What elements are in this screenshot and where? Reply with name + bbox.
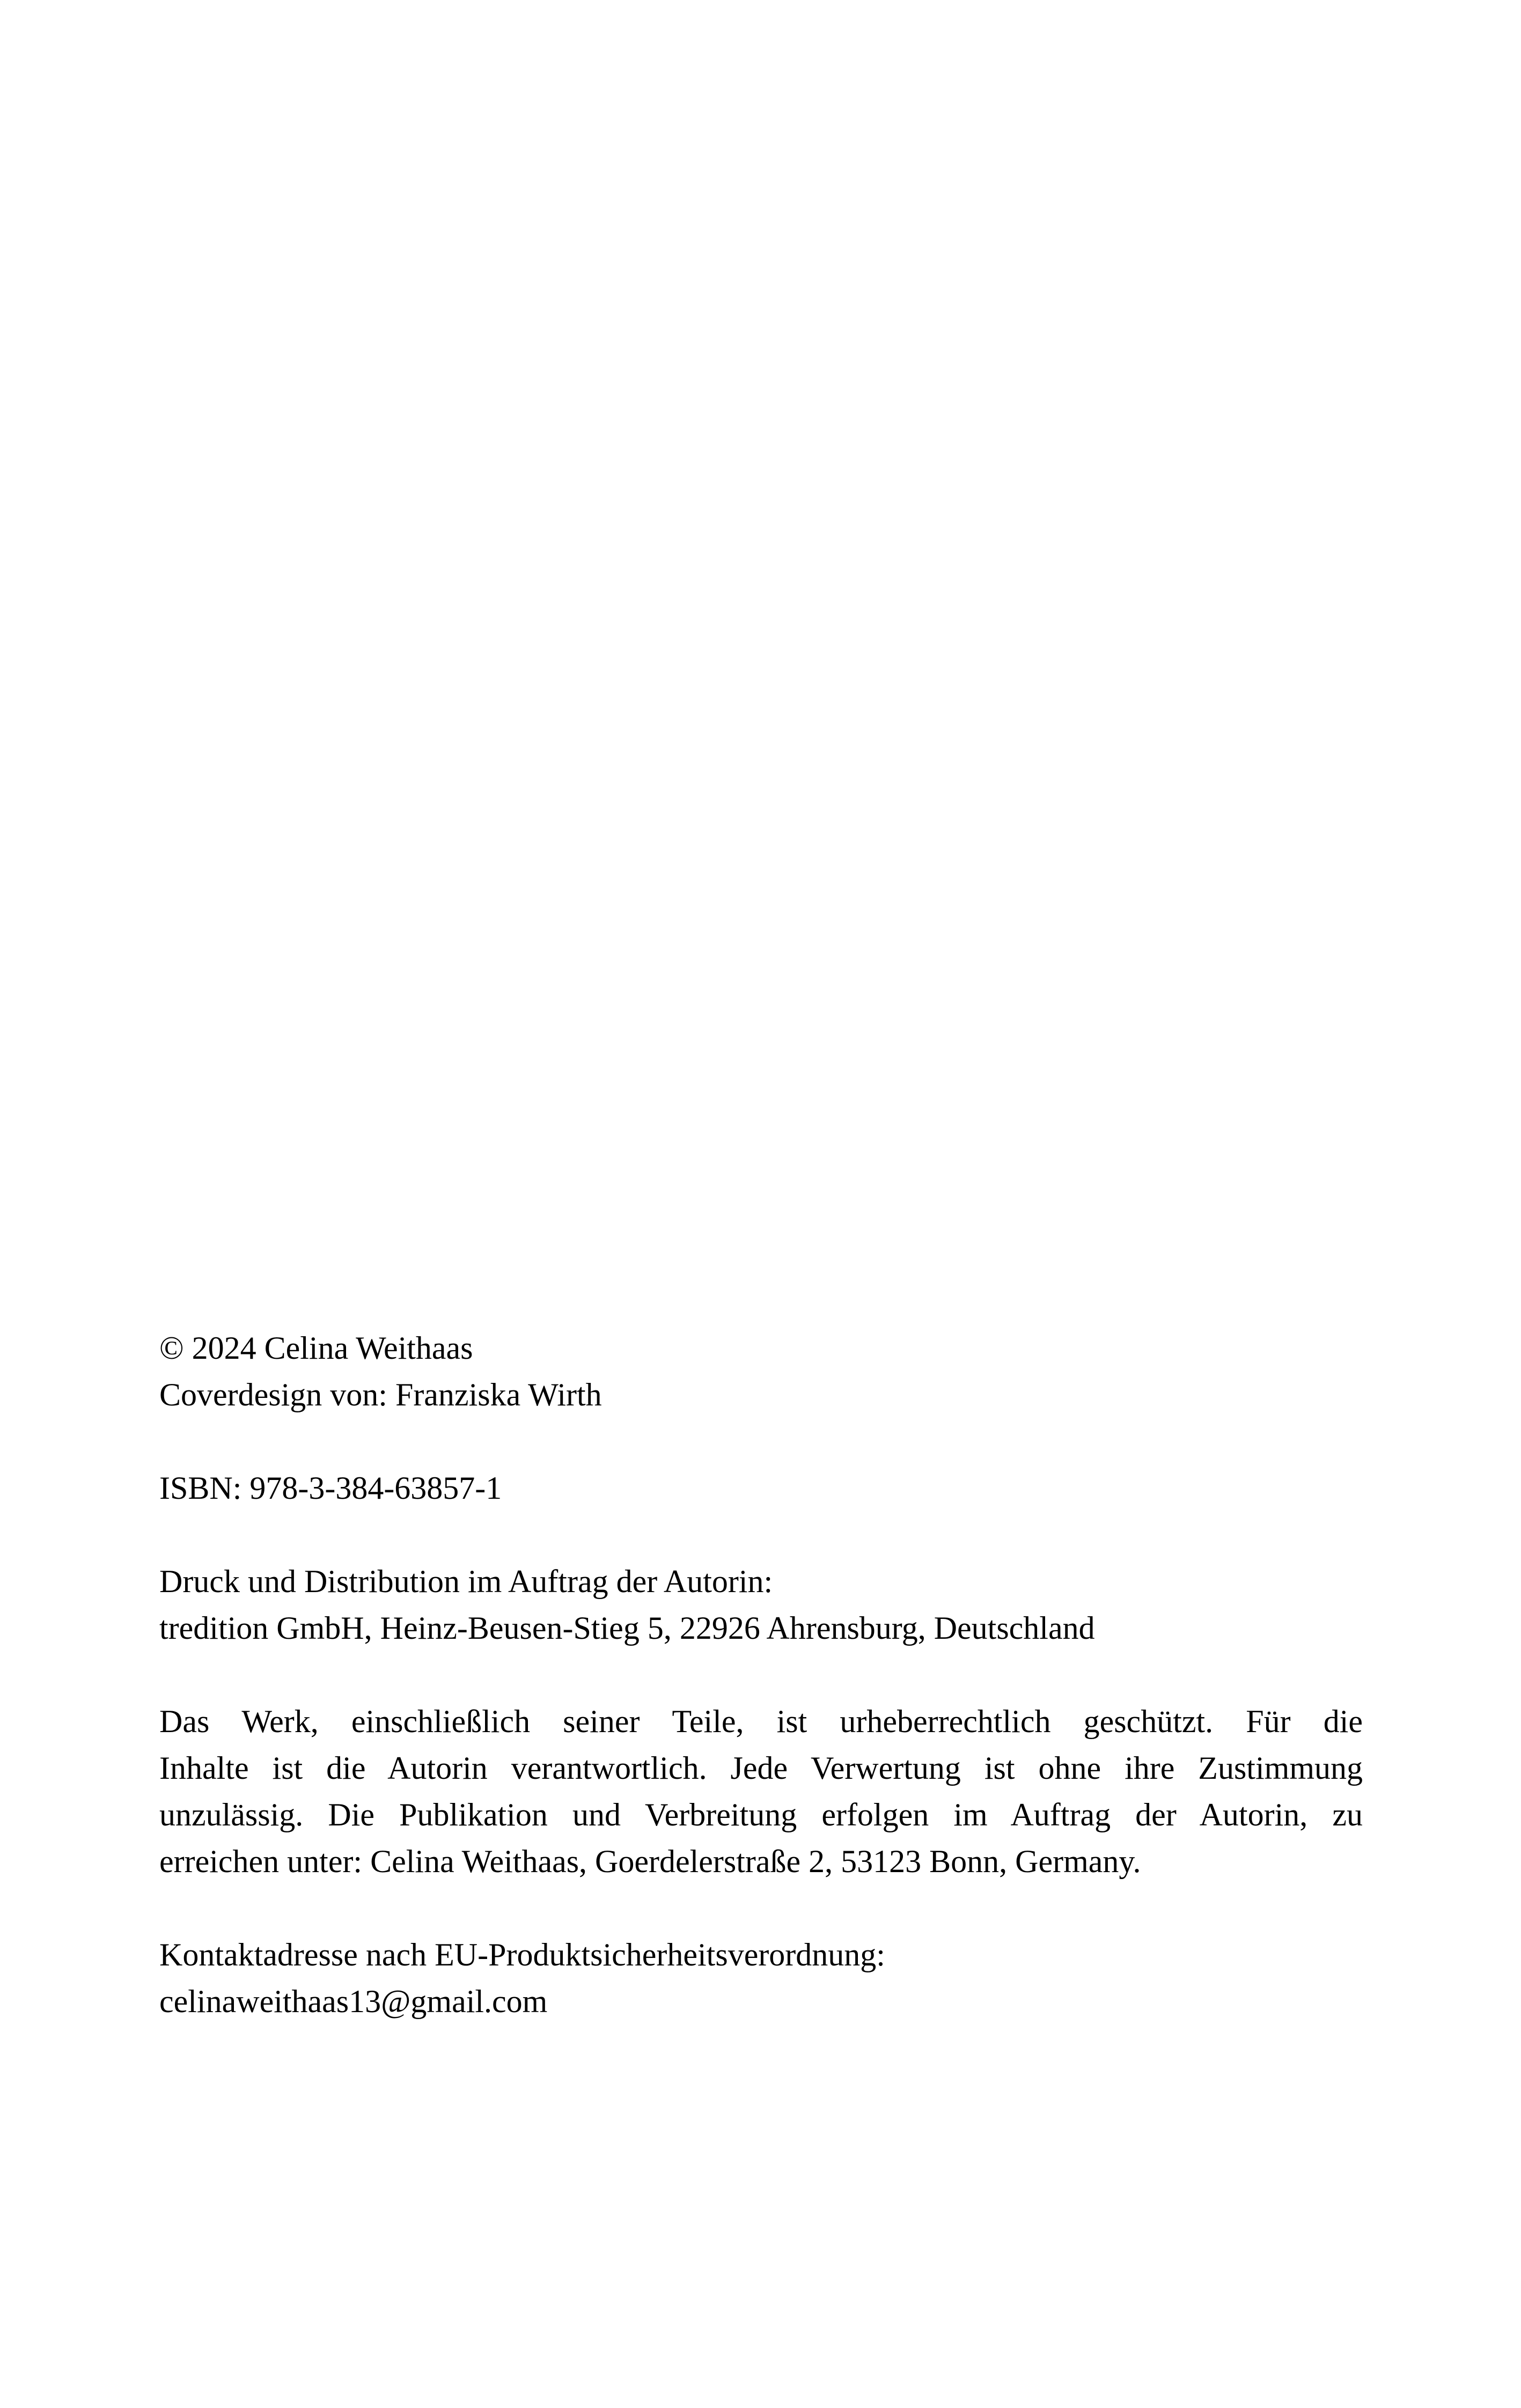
legal-notice bbox=[159, 1698, 1363, 1885]
legal-notice-line: Inhalte ist die Autorin verantwortlich. Jede Verwertung ist ohne ihre Zustimmung bbox=[159, 1750, 1363, 1786]
copyright-line: © 2024 Celina Weithaas bbox=[159, 1330, 473, 1366]
isbn: ISBN: 978-3-384-63857-1 bbox=[159, 1470, 502, 1506]
cover-design-credit: Coverdesign von: Franziska Wirth bbox=[159, 1377, 602, 1412]
distribution-line-2: tredition GmbH, Heinz-Beusen-Stieg 5, 22926 Ahrensburg, Deutschland bbox=[159, 1610, 1095, 1646]
legal-notice-line: unzulässig. Die Publikation und Verbreitung erfolgen im Auftrag der Autorin, zu bbox=[159, 1797, 1363, 1832]
imprint-block bbox=[159, 1325, 1363, 2025]
legal-notice-line: Das Werk, einschließlich seiner Teile, ist urheberrechtlich geschützt. Für die bbox=[159, 1704, 1363, 1739]
legal-notice-line: erreichen unter: Celina Weithaas, Goerdelerstraße 2, 53123 Bonn, Germany. bbox=[159, 1844, 1141, 1879]
distribution-line-1: Druck und Distribution im Auftrag der Autorin: bbox=[159, 1564, 773, 1599]
contact-email: celinaweithaas13@gmail.com bbox=[159, 1984, 548, 2019]
contact-label: Kontaktadresse nach EU-Produktsicherheitsverordnung: bbox=[159, 1937, 885, 1972]
